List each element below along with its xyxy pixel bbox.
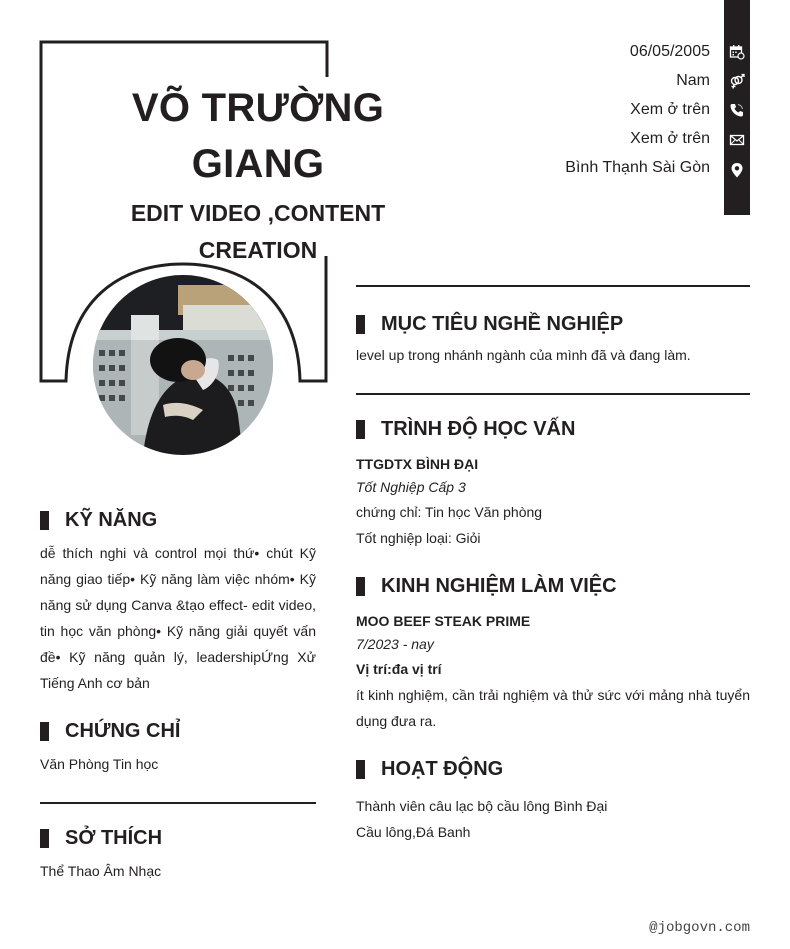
section-bullet-icon [356, 420, 365, 439]
divider [40, 802, 316, 804]
contact-info [565, 40, 710, 185]
gender-icon [729, 73, 745, 89]
objective-title: MỤC TIÊU NGHỀ NGHIỆP [381, 313, 624, 335]
education-grade: Tốt nghiệp loại: Giỏi [356, 530, 481, 546]
certificates-body: Văn Phòng Tin học [40, 756, 159, 772]
hobbies-heading [40, 826, 162, 850]
role-line-2: CREATION [198, 237, 318, 263]
contact-gender: Nam [676, 72, 710, 89]
hobbies-title: SỞ THÍCH [65, 827, 163, 849]
divider [356, 393, 750, 395]
calendar-icon [729, 44, 745, 60]
name-line-1: VÕ TRƯỜNG [131, 86, 385, 130]
profile-photo [93, 275, 273, 455]
education-degree: Tốt Nghiệp Cấp 3 [356, 479, 466, 495]
skills-title: KỸ NĂNG [65, 509, 158, 531]
education-certificate: chứng chỉ: Tin học Văn phòng [356, 504, 543, 520]
contact-email: Xem ở trên [630, 130, 710, 147]
certificates-heading [40, 719, 180, 743]
activity-item: Cầu lông,Đá Banh [356, 824, 471, 840]
location-pin-icon [729, 162, 745, 178]
phone-icon [729, 102, 745, 118]
section-bullet-icon [40, 829, 49, 848]
education-title: TRÌNH ĐỘ HỌC VẤN [381, 418, 576, 440]
candidate-role [118, 195, 398, 269]
experience-heading [356, 574, 617, 598]
experience-description: ít kinh nghiệm, cần trải nghiệm và thử sức với mảng nhà tuyển dụng đưa ra. [356, 687, 750, 729]
candidate-name [118, 80, 398, 192]
section-bullet-icon [356, 577, 365, 596]
activities-title: HOẠT ĐỘNG [381, 758, 504, 780]
certificates-title: CHỨNG CHỈ [65, 720, 181, 742]
activity-item: Thành viên câu lạc bộ cầu lông Bình Đại [356, 798, 608, 814]
name-line-2: GIANG [191, 142, 325, 186]
skills-body: dễ thích nghi và control mọi thứ• chút Kỹ năng giao tiếp• Kỹ năng làm việc nhóm• Kỹ năng sử dụng Canva &tạo effect- edit video, tin học văn phòng• Kỹ năng giải quyết vấn đề• Kỹ năng quản lý, leadershipỨng Xử Tiếng Anh cơ bản [40, 545, 316, 691]
activities-heading [356, 757, 503, 781]
experience-title: KINH NGHIỆM LÀM VIỆC [381, 575, 617, 597]
section-bullet-icon [40, 722, 49, 741]
section-bullet-icon [356, 760, 365, 779]
objective-heading [356, 312, 623, 336]
contact-phone: Xem ở trên [630, 101, 710, 118]
contact-address: Bình Thạnh Sài Gòn [565, 159, 710, 176]
role-line-1: EDIT VIDEO ,CONTENT [130, 200, 386, 226]
contact-dob: 06/05/2005 [629, 43, 710, 60]
email-icon [729, 132, 745, 148]
divider [356, 285, 750, 287]
education-school: TTGDTX BÌNH ĐẠI [356, 456, 479, 472]
contact-icon-strip [724, 0, 750, 215]
experience-period: 7/2023 - nay [356, 636, 434, 652]
section-bullet-icon [356, 315, 365, 334]
skills-heading [40, 508, 157, 532]
education-heading [356, 417, 575, 441]
section-bullet-icon [40, 511, 49, 530]
experience-position: Vị trí:đa vị trí [356, 661, 442, 677]
watermark: @jobgovn.com [649, 920, 750, 936]
objective-body: level up trong nhánh ngành của mình đã và đang làm. [356, 347, 691, 363]
hobbies-body: Thể Thao Âm Nhạc [40, 863, 162, 879]
experience-company: MOO BEEF STEAK PRIME [356, 613, 531, 629]
